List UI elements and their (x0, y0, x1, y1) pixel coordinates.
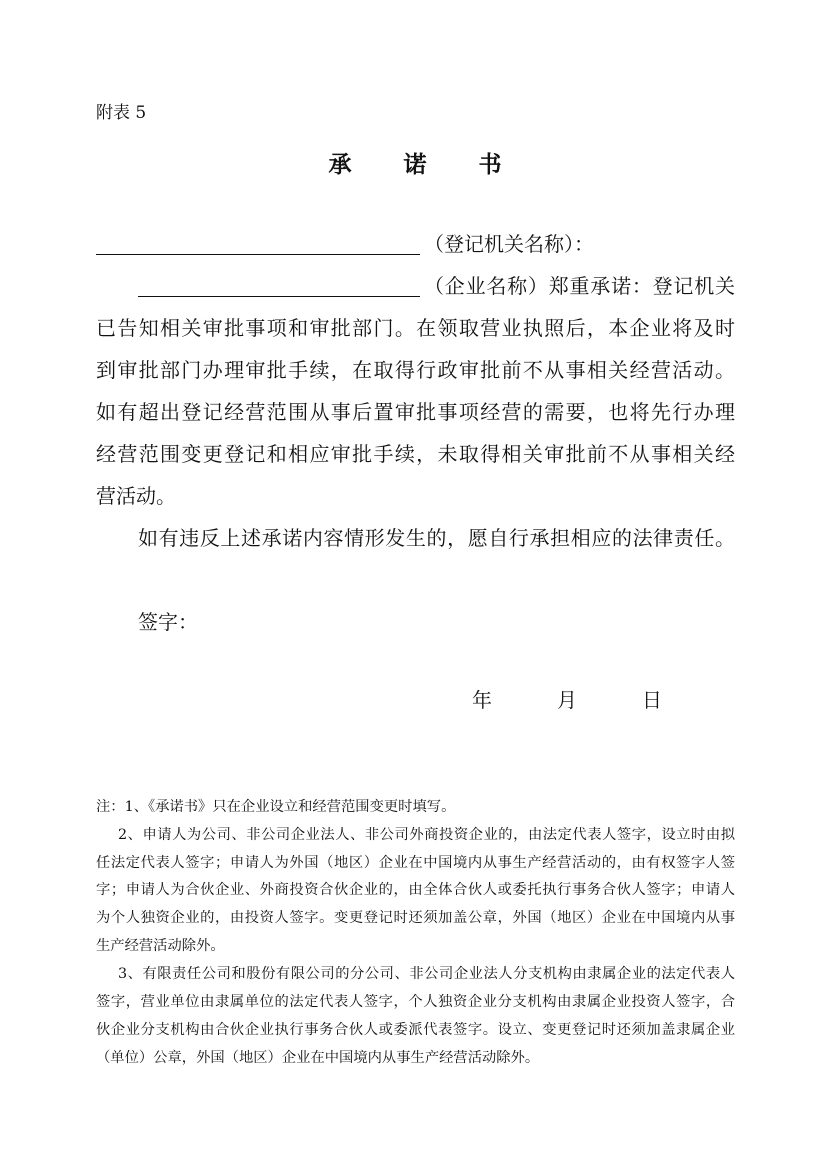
note-line: 签字，营业单位由隶属单位的法定代表人签字，个人独资企业分支机构由隶属企业投资人签字，合 (96, 994, 735, 1010)
signature-label: 签字： (138, 610, 198, 634)
date-month: 月 (557, 688, 577, 712)
body-line: 已告知相关审批事项和审批部门。在领取营业执照后，本企业将及时 (96, 316, 735, 340)
body-line: 营活动。 (96, 484, 176, 508)
body-line: 如有超出登记经营范围从事后置审批事项经营的需要，也将先行办理 (96, 400, 735, 424)
note-line: 生产经营活动除外。 (96, 938, 225, 954)
liability-paragraph: 如有违反上述承诺内容情形发生的，愿自行承担相应的法律责任。 (138, 526, 735, 550)
note-line: （单位）公章，外国（地区）企业在中国境内从事生产经营活动除外。 (96, 1050, 540, 1066)
annex-label: 附表 5 (96, 103, 147, 123)
note-line: 为个人独资企业的，由投资人签字。变更登记时还须加盖公章，外国（地区）企业在中国境内从事 (96, 910, 735, 926)
page-title: 承 诺 书 (328, 151, 524, 178)
body-line: 到审批部门办理审批手续，在取得行政审批前不从事相关经营活动。 (96, 358, 735, 382)
registration-authority-blank[interactable] (96, 254, 420, 255)
date-day: 日 (642, 688, 662, 712)
enterprise-name-blank[interactable] (138, 296, 420, 297)
note-line: 注：1、《承诺书》只在企业设立和经营范围变更时填写。 (96, 799, 456, 815)
note-line: 3、有限责任公司和股份有限公司的分公司、非公司企业法人分支机构由隶属企业的法定代表人 (118, 966, 735, 982)
note-line: 任法定代表人签字；申请人为外国（地区）企业在中国境内从事生产经营活动的，由有权签字人签 (96, 855, 735, 871)
note-line: 字；申请人为合伙企业、外商投资合伙企业的，由全体合伙人或委托执行事务合伙人签字；申请人 (96, 882, 735, 898)
registration-authority-label: （登记机关名称）： (424, 232, 594, 256)
note-line: 伙企业分支机构由合伙企业执行事务合伙人或委派代表签字。设立、变更登记时还须加盖隶属企业 (96, 1022, 735, 1038)
body-line: 经营范围变更登记和相应审批手续，未取得相关审批前不从事相关经 (96, 442, 735, 466)
enterprise-name-label: （企业名称）郑重承诺：登记机关 (424, 274, 735, 298)
date-year: 年 (472, 688, 492, 712)
note-line: 2、申请人为公司、非公司企业法人、非公司外商投资企业的，由法定代表人签字，设立时由拟 (118, 827, 735, 843)
